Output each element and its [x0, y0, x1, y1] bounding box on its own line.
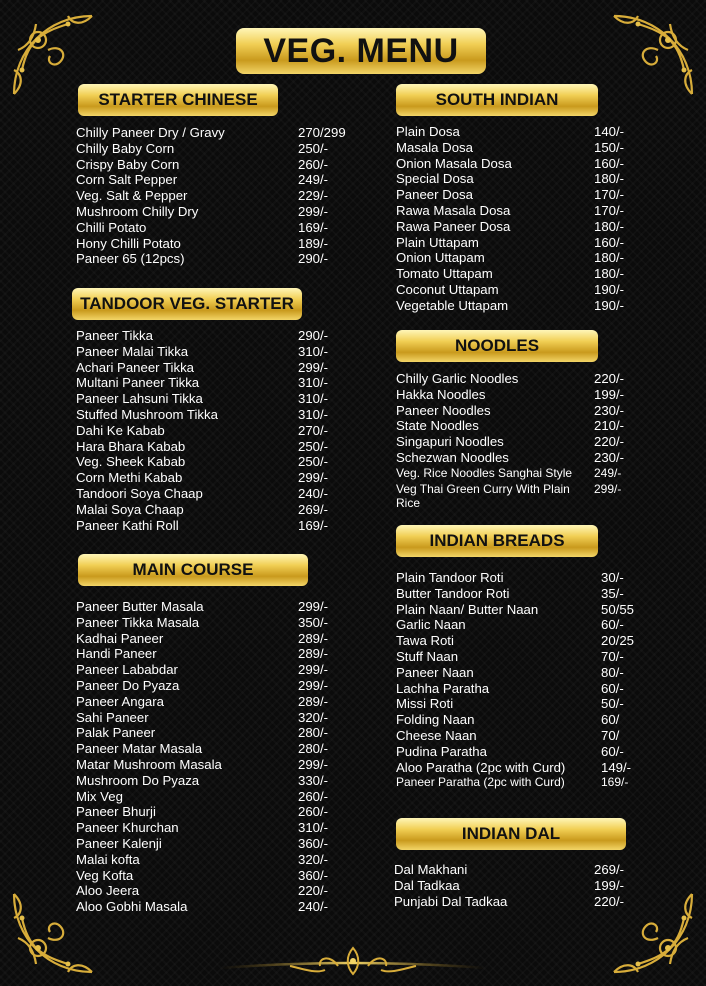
menu-item-price: 289/-	[298, 630, 329, 646]
menu-item-name: Folding Naan	[396, 712, 475, 728]
menu-item-price: 220/-	[594, 893, 625, 909]
menu-item-name: Plain Tandoor Roti	[396, 570, 504, 585]
menu-item	[76, 789, 366, 805]
menu-item-name: Veg Thai Green Curry With Plain Rice	[396, 481, 570, 510]
menu-item	[396, 617, 686, 633]
menu-item-price: 360/-	[298, 867, 329, 883]
menu-item	[396, 712, 686, 728]
menu-item-name: Crispy Baby Corn	[76, 156, 180, 172]
menu-item-name: Veg. Salt & Pepper	[76, 188, 188, 204]
menu-item-name: Plain Dosa	[396, 124, 460, 139]
menu-item-name: Aloo Gobhi Masala	[76, 899, 188, 915]
menu-item-name: Paneer Bhurji	[76, 804, 156, 820]
menu-item-price: 30/-	[601, 570, 624, 585]
menu-item-price: 240/-	[298, 485, 329, 501]
menu-item-price: 50/55	[601, 601, 635, 617]
menu-item	[396, 665, 686, 681]
menu-item	[76, 725, 366, 741]
section-header-indian-breads: INDIAN BREADS	[396, 525, 598, 557]
menu-item	[76, 899, 366, 915]
menu-item-price: 199/-	[594, 877, 625, 893]
menu-item	[76, 157, 366, 173]
menu-item	[76, 391, 366, 407]
menu-item-name: Pudina Paratha	[396, 743, 487, 759]
menu-item	[396, 298, 686, 314]
menu-item-name: Tandoori Soya Chaap	[76, 485, 203, 501]
menu-item-name: Aloo Jeera	[76, 883, 140, 899]
menu-item-price: 270/-	[298, 422, 329, 438]
menu-item	[76, 236, 366, 252]
menu-item	[76, 868, 366, 884]
menu-item-price: 60/-	[601, 743, 624, 759]
menu-item	[76, 188, 366, 204]
menu-item	[76, 804, 366, 820]
menu-item-name: Schezwan Noodles	[396, 449, 509, 465]
menu-item-name: Plain Naan/ Butter Naan	[396, 601, 539, 617]
menu-item-price: 220/-	[594, 371, 625, 386]
menu-item-name: Hara Bhara Kabab	[76, 438, 186, 454]
menu-item-name: Paneer Tikka Masala	[76, 614, 200, 630]
menu-item-price: 169/-	[601, 775, 629, 790]
menu-item-price: 180/-	[594, 250, 625, 266]
menu-item-price: 149/-	[601, 759, 632, 775]
menu-item-name: Kadhai Paneer	[76, 630, 164, 646]
list-main-course	[76, 599, 366, 915]
list-indian-dal	[394, 862, 684, 909]
menu-item	[76, 852, 366, 868]
menu-item-price: 350/-	[298, 614, 329, 630]
menu-item-price: 220/-	[298, 883, 329, 899]
menu-item-price: 310/-	[298, 375, 329, 391]
menu-item	[396, 171, 686, 187]
menu-item-price: 310/-	[298, 391, 329, 407]
menu-item-name: Vegetable Uttapam	[396, 297, 509, 313]
menu-item	[396, 696, 686, 712]
menu-item-price: 80/-	[601, 664, 624, 680]
menu-item	[396, 775, 686, 791]
menu-item-name: Cheese Naan	[396, 727, 477, 743]
list-starter-chinese	[76, 125, 366, 267]
menu-item-name: Tawa Roti	[396, 633, 454, 649]
menu-item	[76, 407, 366, 423]
menu-item	[76, 141, 366, 157]
menu-item	[396, 482, 686, 510]
menu-item	[394, 894, 684, 910]
menu-item-name: Coconut Uttapam	[396, 281, 499, 297]
menu-item-name: Plain Uttapam	[396, 234, 479, 250]
menu-item-name: Mix Veg	[76, 788, 123, 804]
menu-item	[76, 439, 366, 455]
menu-item	[76, 328, 366, 344]
menu-item-name: Paneer Tikka	[76, 328, 153, 343]
menu-item-price: 310/-	[298, 343, 329, 359]
menu-item-name: Palak Paneer	[76, 725, 156, 741]
menu-item-name: Stuffed Mushroom Tikka	[76, 406, 218, 422]
menu-item-name: Paneer Dosa	[396, 187, 473, 203]
menu-item	[396, 570, 686, 586]
menu-item	[396, 282, 686, 298]
menu-item-name: Paneer Butter Masala	[76, 599, 204, 614]
menu-item-name: Masala Dosa	[396, 139, 473, 155]
menu-item-price: 170/-	[594, 202, 625, 218]
menu-item-name: Paneer Kathi Roll	[76, 517, 179, 533]
menu-item-price: 230/-	[594, 449, 625, 465]
menu-item-name: Corn Salt Pepper	[76, 172, 178, 188]
menu-item	[76, 757, 366, 773]
menu-item	[396, 418, 686, 434]
menu-item	[396, 235, 686, 251]
menu-item	[394, 862, 684, 878]
menu-item-name: Butter Tandoor Roti	[396, 585, 510, 601]
menu-item	[76, 836, 366, 852]
menu-item	[396, 602, 686, 618]
menu-item-name: Paneer Angara	[76, 693, 164, 709]
menu-item	[76, 344, 366, 360]
menu-item-price: 169/-	[298, 219, 329, 235]
menu-item-name: Paneer Paratha (2pc with Curd)	[396, 775, 565, 790]
menu-item	[76, 518, 366, 534]
menu-item	[396, 633, 686, 649]
menu-item	[76, 599, 366, 615]
menu-item	[396, 649, 686, 665]
menu-item-price: 160/-	[594, 155, 625, 171]
menu-item-name: Dahi Ke Kabab	[76, 422, 165, 438]
list-tandoor-veg-starter	[76, 328, 366, 533]
menu-item-price: 240/-	[298, 899, 329, 915]
menu-item	[396, 187, 686, 203]
menu-item	[396, 728, 686, 744]
menu-item-price: 320/-	[298, 851, 329, 867]
menu-item-price: 299/-	[298, 756, 329, 772]
menu-item-name: Stuff Naan	[396, 648, 459, 664]
menu-item-price: 249/-	[594, 465, 622, 480]
menu-item	[396, 156, 686, 172]
menu-item	[76, 220, 366, 236]
menu-item-name: Rawa Masala Dosa	[396, 202, 511, 218]
menu-item-price: 199/-	[594, 386, 625, 402]
menu-item-name: Chilly Garlic Noodles	[396, 371, 519, 386]
menu-item-price: 180/-	[594, 266, 625, 282]
menu-item-name: Garlic Naan	[396, 617, 466, 633]
menu-item	[76, 502, 366, 518]
menu-item-price: 35/-	[601, 585, 624, 601]
menu-item	[76, 883, 366, 899]
menu-item-price: 180/-	[594, 171, 625, 187]
menu-item-price: 190/-	[594, 297, 625, 313]
menu-item-price: 150/-	[594, 139, 625, 155]
bottom-ornament-icon	[220, 944, 486, 978]
menu-item	[76, 615, 366, 631]
menu-item	[396, 219, 686, 235]
menu-item-price: 70/	[601, 727, 620, 743]
menu-item	[76, 678, 366, 694]
menu-item-price: 299/-	[298, 662, 329, 678]
menu-item	[396, 250, 686, 266]
list-noodles	[396, 371, 686, 510]
menu-item-name: Aloo Paratha (2pc with Curd)	[396, 759, 566, 775]
menu-item-name: Dal Makhani	[394, 862, 468, 877]
menu-item	[394, 878, 684, 894]
menu-item-name: Paneer Do Pyaza	[76, 677, 180, 693]
menu-item	[396, 466, 686, 482]
menu-item-price: 20/25	[601, 633, 635, 649]
menu-item	[396, 203, 686, 219]
menu-item-price: 310/-	[298, 406, 329, 422]
menu-item-price: 280/-	[298, 741, 329, 757]
menu-item-price: 140/-	[594, 124, 625, 139]
menu-item-price: 249/-	[298, 172, 329, 188]
section-header-noodles: NOODLES	[396, 330, 598, 362]
menu-item-price: 299/-	[298, 677, 329, 693]
menu-item-name: Paneer Malai Tikka	[76, 343, 189, 359]
menu-item-name: Punjabi Dal Tadkaa	[394, 893, 508, 909]
menu-item-price: 60/-	[601, 617, 624, 633]
menu-item-price: 169/-	[298, 517, 329, 533]
menu-item-name: Lachha Paratha	[396, 680, 490, 696]
menu-item-price: 270/299	[298, 125, 346, 140]
menu-item-price: 360/-	[298, 835, 329, 851]
menu-item	[396, 387, 686, 403]
menu-item	[396, 124, 686, 140]
menu-item-name: Handi Paneer	[76, 646, 157, 662]
menu-item-price: 299/-	[298, 203, 329, 219]
list-indian-breads	[396, 570, 686, 791]
menu-item	[76, 360, 366, 376]
menu-item	[76, 694, 366, 710]
menu-item-price: 229/-	[298, 188, 329, 204]
menu-item-name: Chilli Potato	[76, 219, 147, 235]
menu-item-price: 320/-	[298, 709, 329, 725]
menu-item-price: 190/-	[594, 281, 625, 297]
menu-item-name: Paneer Kalenji	[76, 835, 162, 851]
menu-item-name: Rawa Paneer Dosa	[396, 218, 511, 234]
menu-item-name: Onion Uttapam	[396, 250, 485, 266]
menu-item-name: Paneer Noodles	[396, 402, 491, 418]
menu-item	[396, 140, 686, 156]
menu-item-price: 289/-	[298, 693, 329, 709]
menu-item-name: Corn Methi Kabab	[76, 470, 183, 486]
menu-item-name: Hony Chilli Potato	[76, 235, 181, 251]
menu-item-price: 260/-	[298, 156, 329, 172]
menu-item	[396, 403, 686, 419]
menu-item	[396, 586, 686, 602]
menu-item	[396, 434, 686, 450]
menu-item-name: Mushroom Do Pyaza	[76, 772, 200, 788]
menu-item	[76, 125, 366, 141]
menu-item	[76, 710, 366, 726]
menu-item	[76, 251, 366, 267]
menu-item-price: 299/-	[298, 470, 329, 486]
menu-item-name: Dal Tadkaa	[394, 877, 460, 893]
menu-item-price: 50/-	[601, 696, 624, 712]
menu-item	[76, 486, 366, 502]
menu-item	[76, 741, 366, 757]
menu-item	[396, 371, 686, 387]
menu-item-name: Sahi Paneer	[76, 709, 149, 725]
menu-item-price: 299/-	[298, 359, 329, 375]
menu-item-name: Veg. Rice Noodles Sanghai Style	[396, 465, 573, 480]
menu-item-name: Paneer 65 (12pcs)	[76, 251, 185, 267]
menu-item-price: 310/-	[298, 820, 329, 836]
menu-item-price: 180/-	[594, 218, 625, 234]
menu-item-price: 330/-	[298, 772, 329, 788]
menu-item-name: Onion Masala Dosa	[396, 155, 512, 171]
menu-item	[76, 375, 366, 391]
section-header-main-course: MAIN COURSE	[78, 554, 308, 586]
menu-item-price: 289/-	[298, 646, 329, 662]
section-header-indian-dal: INDIAN DAL	[396, 818, 626, 850]
menu-item	[396, 450, 686, 466]
menu-item	[76, 470, 366, 486]
menu-item-price: 189/-	[298, 235, 329, 251]
menu-item-name: Special Dosa	[396, 171, 474, 187]
menu-item-price: 250/-	[298, 438, 329, 454]
menu-item-name: Paneer Lababdar	[76, 662, 178, 678]
menu-item-name: Paneer Lahsuni Tikka	[76, 391, 203, 407]
menu-item-name: State Noodles	[396, 418, 479, 434]
menu-item	[76, 423, 366, 439]
menu-item-name: Matar Mushroom Masala	[76, 756, 222, 772]
menu-item-price: 230/-	[594, 402, 625, 418]
menu-item-price: 299/-	[594, 481, 622, 496]
menu-item	[396, 266, 686, 282]
menu-item-name: Chilly Paneer Dry / Gravy	[76, 125, 225, 140]
menu-item-price: 290/-	[298, 328, 329, 343]
menu-item-name: Malai kofta	[76, 851, 140, 867]
menu-item-price: 220/-	[594, 434, 625, 450]
menu-item-price: 269/-	[594, 862, 625, 877]
menu-item-price: 60/	[601, 712, 620, 728]
menu-item-price: 260/-	[298, 788, 329, 804]
menu-item-price: 160/-	[594, 234, 625, 250]
menu-item	[76, 172, 366, 188]
menu-item-name: Missi Roti	[396, 696, 454, 712]
menu-item-price: 250/-	[298, 454, 329, 470]
menu-item-name: Singapuri Noodles	[396, 434, 504, 450]
menu-item-name: Hakka Noodles	[396, 386, 486, 402]
corner-ornament-top-right-icon	[608, 10, 698, 100]
menu-item	[396, 681, 686, 697]
section-header-tandoor-veg-starter: TANDOOR VEG. STARTER	[72, 288, 302, 320]
menu-item-name: Paneer Matar Masala	[76, 741, 203, 757]
menu-item-price: 260/-	[298, 804, 329, 820]
menu-item-price: 290/-	[298, 251, 329, 267]
menu-item-price: 170/-	[594, 187, 625, 203]
menu-item	[396, 760, 686, 776]
page-title: VEG. MENU	[236, 28, 486, 74]
menu-item-name: Tomato Uttapam	[396, 266, 493, 282]
menu-item	[76, 773, 366, 789]
menu-item	[76, 662, 366, 678]
menu-item	[76, 454, 366, 470]
menu-item-price: 60/-	[601, 680, 624, 696]
menu-item-price: 250/-	[298, 140, 329, 156]
menu-item-name: Chilly Baby Corn	[76, 140, 175, 156]
menu-item-price: 299/-	[298, 599, 329, 614]
list-south-indian	[396, 124, 686, 314]
menu-item	[76, 631, 366, 647]
menu-item-name: Veg. Sheek Kabab	[76, 454, 186, 470]
section-header-starter-chinese: STARTER CHINESE	[78, 84, 278, 116]
menu-item	[76, 646, 366, 662]
menu-item	[76, 820, 366, 836]
menu-item	[76, 204, 366, 220]
menu-item-name: Multani Paneer Tikka	[76, 375, 200, 391]
menu-item-price: 280/-	[298, 725, 329, 741]
menu-item-name: Mushroom Chilly Dry	[76, 203, 199, 219]
menu-item-name: Paneer Khurchan	[76, 820, 179, 836]
menu-item-price: 269/-	[298, 501, 329, 517]
menu-item-price: 70/-	[601, 648, 624, 664]
menu-item-name: Paneer Naan	[396, 664, 474, 680]
menu-item-name: Veg Kofta	[76, 867, 134, 883]
menu-item-name: Malai Soya Chaap	[76, 501, 184, 517]
menu-item-name: Achari Paneer Tikka	[76, 359, 195, 375]
menu-item-price: 210/-	[594, 418, 625, 434]
section-header-south-indian: SOUTH INDIAN	[396, 84, 598, 116]
menu-item	[396, 744, 686, 760]
